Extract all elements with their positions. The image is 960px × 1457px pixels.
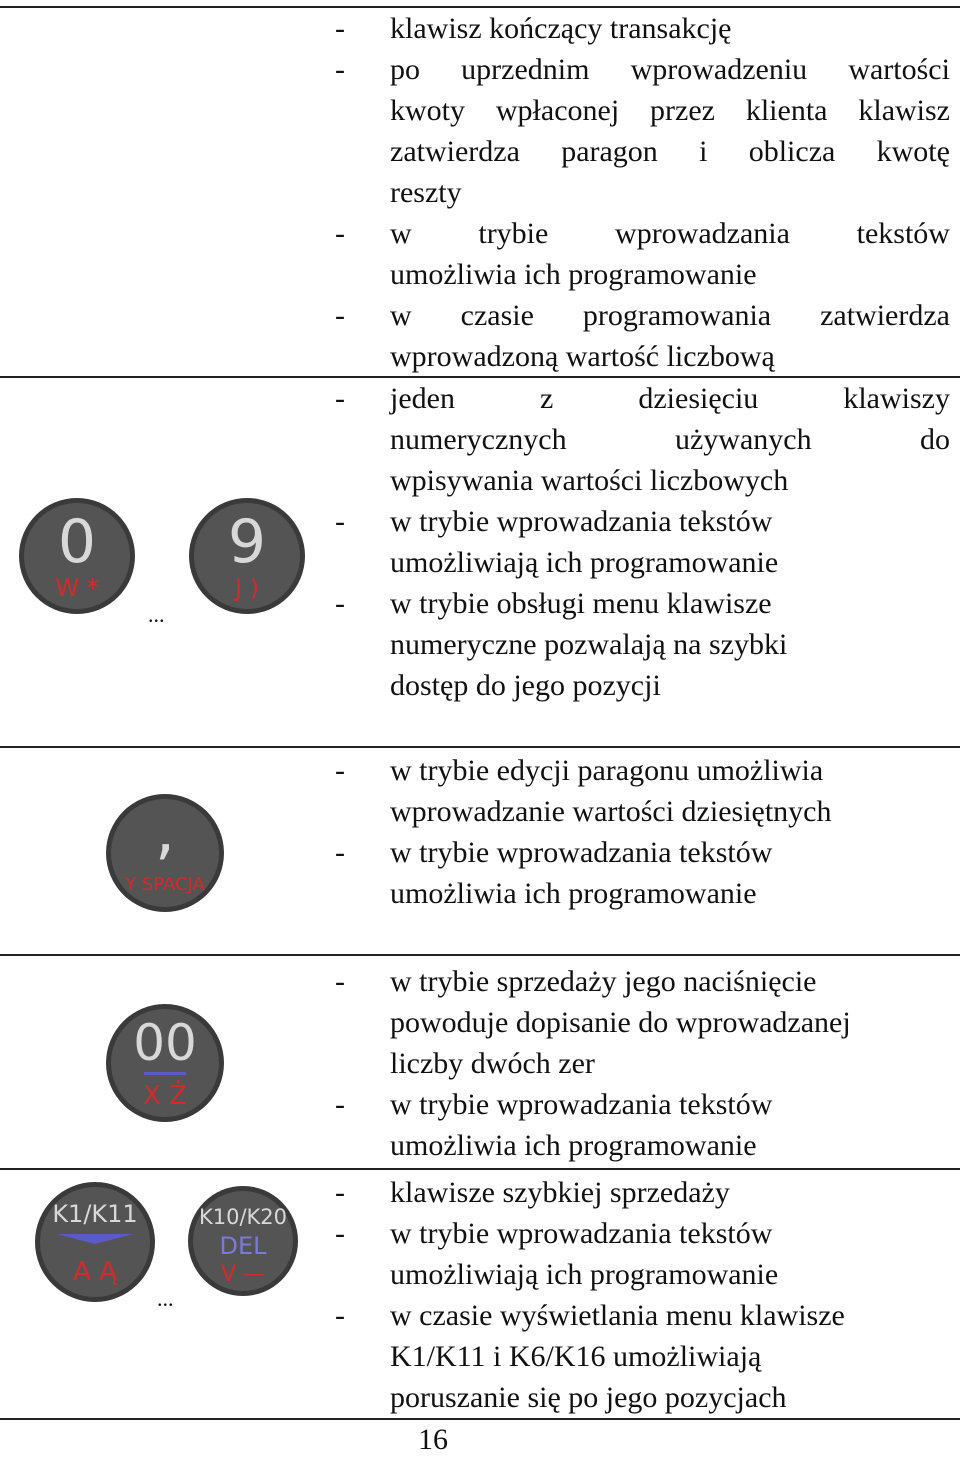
description-line: w trybie wprowadzania tekstów	[390, 1088, 773, 1121]
key-comma-icon	[104, 792, 226, 914]
description-line: umożliwiają ich programowanie	[390, 1258, 779, 1291]
description-line: w trybie edycji paragonu umożliwia	[390, 754, 824, 787]
description-line: w trybie wprowadzania tekstów	[390, 1217, 773, 1250]
key-0-main-label: 0	[57, 507, 97, 577]
description-line: w czasie programowania zatwierdza	[390, 299, 950, 332]
key-double-zero-icon	[104, 1002, 226, 1124]
key-k10-icon	[186, 1184, 300, 1298]
key-double-zero-sub-label: X Ż	[143, 1081, 187, 1111]
bullet-dash: -	[335, 1217, 345, 1250]
description-line: w trybie sprzedaży jego naciśnięcie	[390, 965, 817, 998]
bottom-rule	[0, 1418, 960, 1420]
description-line: w trybie wprowadzania tekstów	[390, 217, 950, 250]
key-9-icon	[187, 496, 307, 616]
description-line: poruszanie się po jego pozycjach	[390, 1381, 787, 1414]
description-line: umożliwia ich programowanie	[390, 877, 757, 910]
description-line: numeryczne pozwalają na szybki	[390, 628, 788, 661]
key-double-zero-main-label: 00	[133, 1014, 197, 1072]
page-number: 16	[418, 1423, 448, 1456]
key-k1-main-label: K1/K11	[52, 1200, 138, 1228]
description-line: liczby dwóch zer	[390, 1047, 595, 1080]
bullet-dash: -	[335, 754, 345, 787]
description-line: wprowadzanie wartości dziesiętnych	[390, 795, 832, 828]
bullet-dash: -	[335, 1088, 345, 1121]
description-line: w trybie wprowadzania tekstów	[390, 836, 773, 869]
description-line: umożliwia ich programowanie	[390, 1129, 757, 1162]
key-k10-main-label: K10/K20	[198, 1205, 288, 1229]
key-k1-icon	[33, 1180, 157, 1304]
bullet-dash: -	[335, 505, 345, 538]
row-divider	[0, 1168, 960, 1170]
key-9-sub-label: J )	[234, 574, 260, 602]
key-range-ellipsis: ...	[148, 602, 165, 627]
key-9-main-label: 9	[227, 507, 267, 577]
bullet-dash: -	[335, 965, 345, 998]
key-comma-sub-label: Y SPACJA	[125, 874, 205, 895]
description-line: umożliwia ich programowanie	[390, 258, 757, 291]
key-k10-mid-label: DEL	[219, 1232, 267, 1260]
key-comma-main-label: ,	[154, 794, 176, 868]
bullet-dash: -	[335, 299, 345, 332]
description-line: kwoty wpłaconej przez klienta klawisz	[390, 94, 950, 127]
bullet-dash: -	[335, 1176, 345, 1209]
key-0-icon	[17, 496, 137, 616]
description-line: w trybie obsługi menu klawisze	[390, 587, 772, 620]
description-line: K1/K11 i K6/K16 umożliwiają	[390, 1340, 762, 1373]
bullet-dash: -	[335, 12, 345, 45]
description-line: wprowadzoną wartość liczbową	[390, 340, 775, 373]
row-divider	[0, 954, 960, 956]
description-line: jeden z dziesięciu klawiszy	[390, 382, 950, 415]
bullet-dash: -	[335, 587, 345, 620]
description-line: umożliwiają ich programowanie	[390, 546, 779, 579]
key-range-ellipsis: ...	[157, 1286, 174, 1311]
description-line: w trybie wprowadzania tekstów	[390, 505, 773, 538]
key-0-sub-label: W *	[55, 574, 99, 602]
bullet-dash: -	[335, 217, 345, 250]
bullet-dash: -	[335, 1299, 345, 1332]
row-divider	[0, 746, 960, 748]
bullet-dash: -	[335, 382, 345, 415]
description-line: reszty	[390, 176, 462, 209]
description-line: klawisze szybkiej sprzedaży	[390, 1176, 730, 1209]
description-line: zatwierdza paragon i oblicza kwotę	[390, 135, 950, 168]
bullet-dash: -	[335, 53, 345, 86]
description-line: po uprzednim wprowadzeniu wartości	[390, 53, 950, 86]
description-line: numerycznych używanych do	[390, 423, 950, 456]
description-line: powoduje dopisanie do wprowadzanej	[390, 1006, 851, 1039]
description-line: klawisz kończący transakcję	[390, 12, 732, 45]
key-k10-sub-label: V —	[220, 1262, 266, 1287]
description-line: wpisywania wartości liczbowych	[390, 464, 789, 497]
description-line: w czasie wyświetlania menu klawisze	[390, 1299, 845, 1332]
description-line: dostęp do jego pozycji	[390, 669, 661, 702]
bullet-dash: -	[335, 836, 345, 869]
key-k1-sub-label: A Ą	[73, 1257, 117, 1287]
